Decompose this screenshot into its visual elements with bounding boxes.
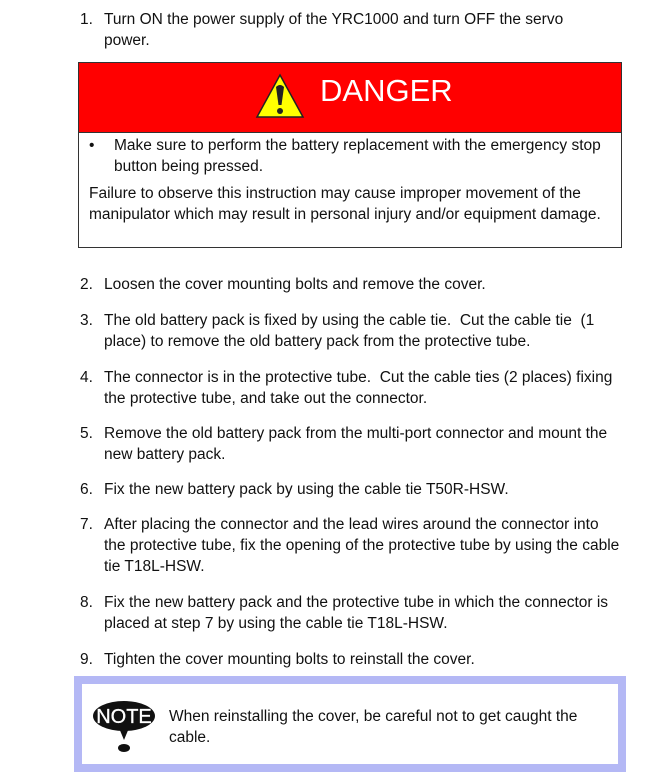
step-text: The connector is in the protective tube. Cut the cable ties (2 places) fixing the protective tube, and take out the connector. [104,369,617,407]
step-2 [80,274,620,295]
step-4 [80,367,620,409]
step-number: 3. [80,312,93,329]
step-text: Turn ON the power supply of the YRC1000 and turn OFF the servo power. [104,11,568,49]
danger-text: Failure to observe this instruction may cause improper movement of the manipulator which may result in personal injury and/or equipment damage. [89,185,601,223]
bullet: • [89,137,95,154]
danger-title: DANGER [320,73,453,108]
step-number: 1. [80,11,93,28]
step-number: 8. [80,594,93,611]
step-number: 6. [80,481,93,498]
step-text: Tighten the cover mounting bolts to reinstall the cover. [104,651,475,668]
note-box [74,676,626,772]
danger-bullet-text: Make sure to perform the battery replacement with the emergency stop button being pressed. [114,137,601,175]
step-number: 4. [80,369,93,386]
step-9 [80,649,620,670]
note-text: When reinstalling the cover, be careful not to get caught the cable. [169,708,578,746]
step-number: 2. [80,276,93,293]
step-number: 9. [80,651,93,668]
step-text: Fix the new battery pack and the protective tube in which the connector is placed at step 7 by using the cable tie T18L-HSW. [104,594,613,632]
step-7 [80,514,624,577]
step-number: 5. [80,425,93,442]
step-6 [80,479,620,500]
danger-box [78,62,622,248]
step-number: 7. [80,516,93,533]
step-text: After placing the connector and the lead wires around the connector into the protective tube, fix the opening of the protective tube by using the cable tie T18L-HSW. [104,516,624,575]
step-text: Fix the new battery pack by using the cable tie T50R-HSW. [104,481,509,498]
note-icon [92,700,156,756]
step-8 [80,592,620,634]
step-5 [80,423,620,465]
step-text: The old battery pack is fixed by using the cable tie. Cut the cable tie (1 place) to remove the old battery pack from the protective tube. [104,312,599,350]
step-text: Loosen the cover mounting bolts and remove the cover. [104,276,486,293]
danger-header [79,63,621,133]
step-3 [80,310,620,352]
step-1 [80,9,610,51]
note-icon-label: NOTE [96,706,152,728]
warning-triangle-icon [255,73,305,119]
step-text: Remove the old battery pack from the multi-port connector and mount the new battery pack. [104,425,612,463]
